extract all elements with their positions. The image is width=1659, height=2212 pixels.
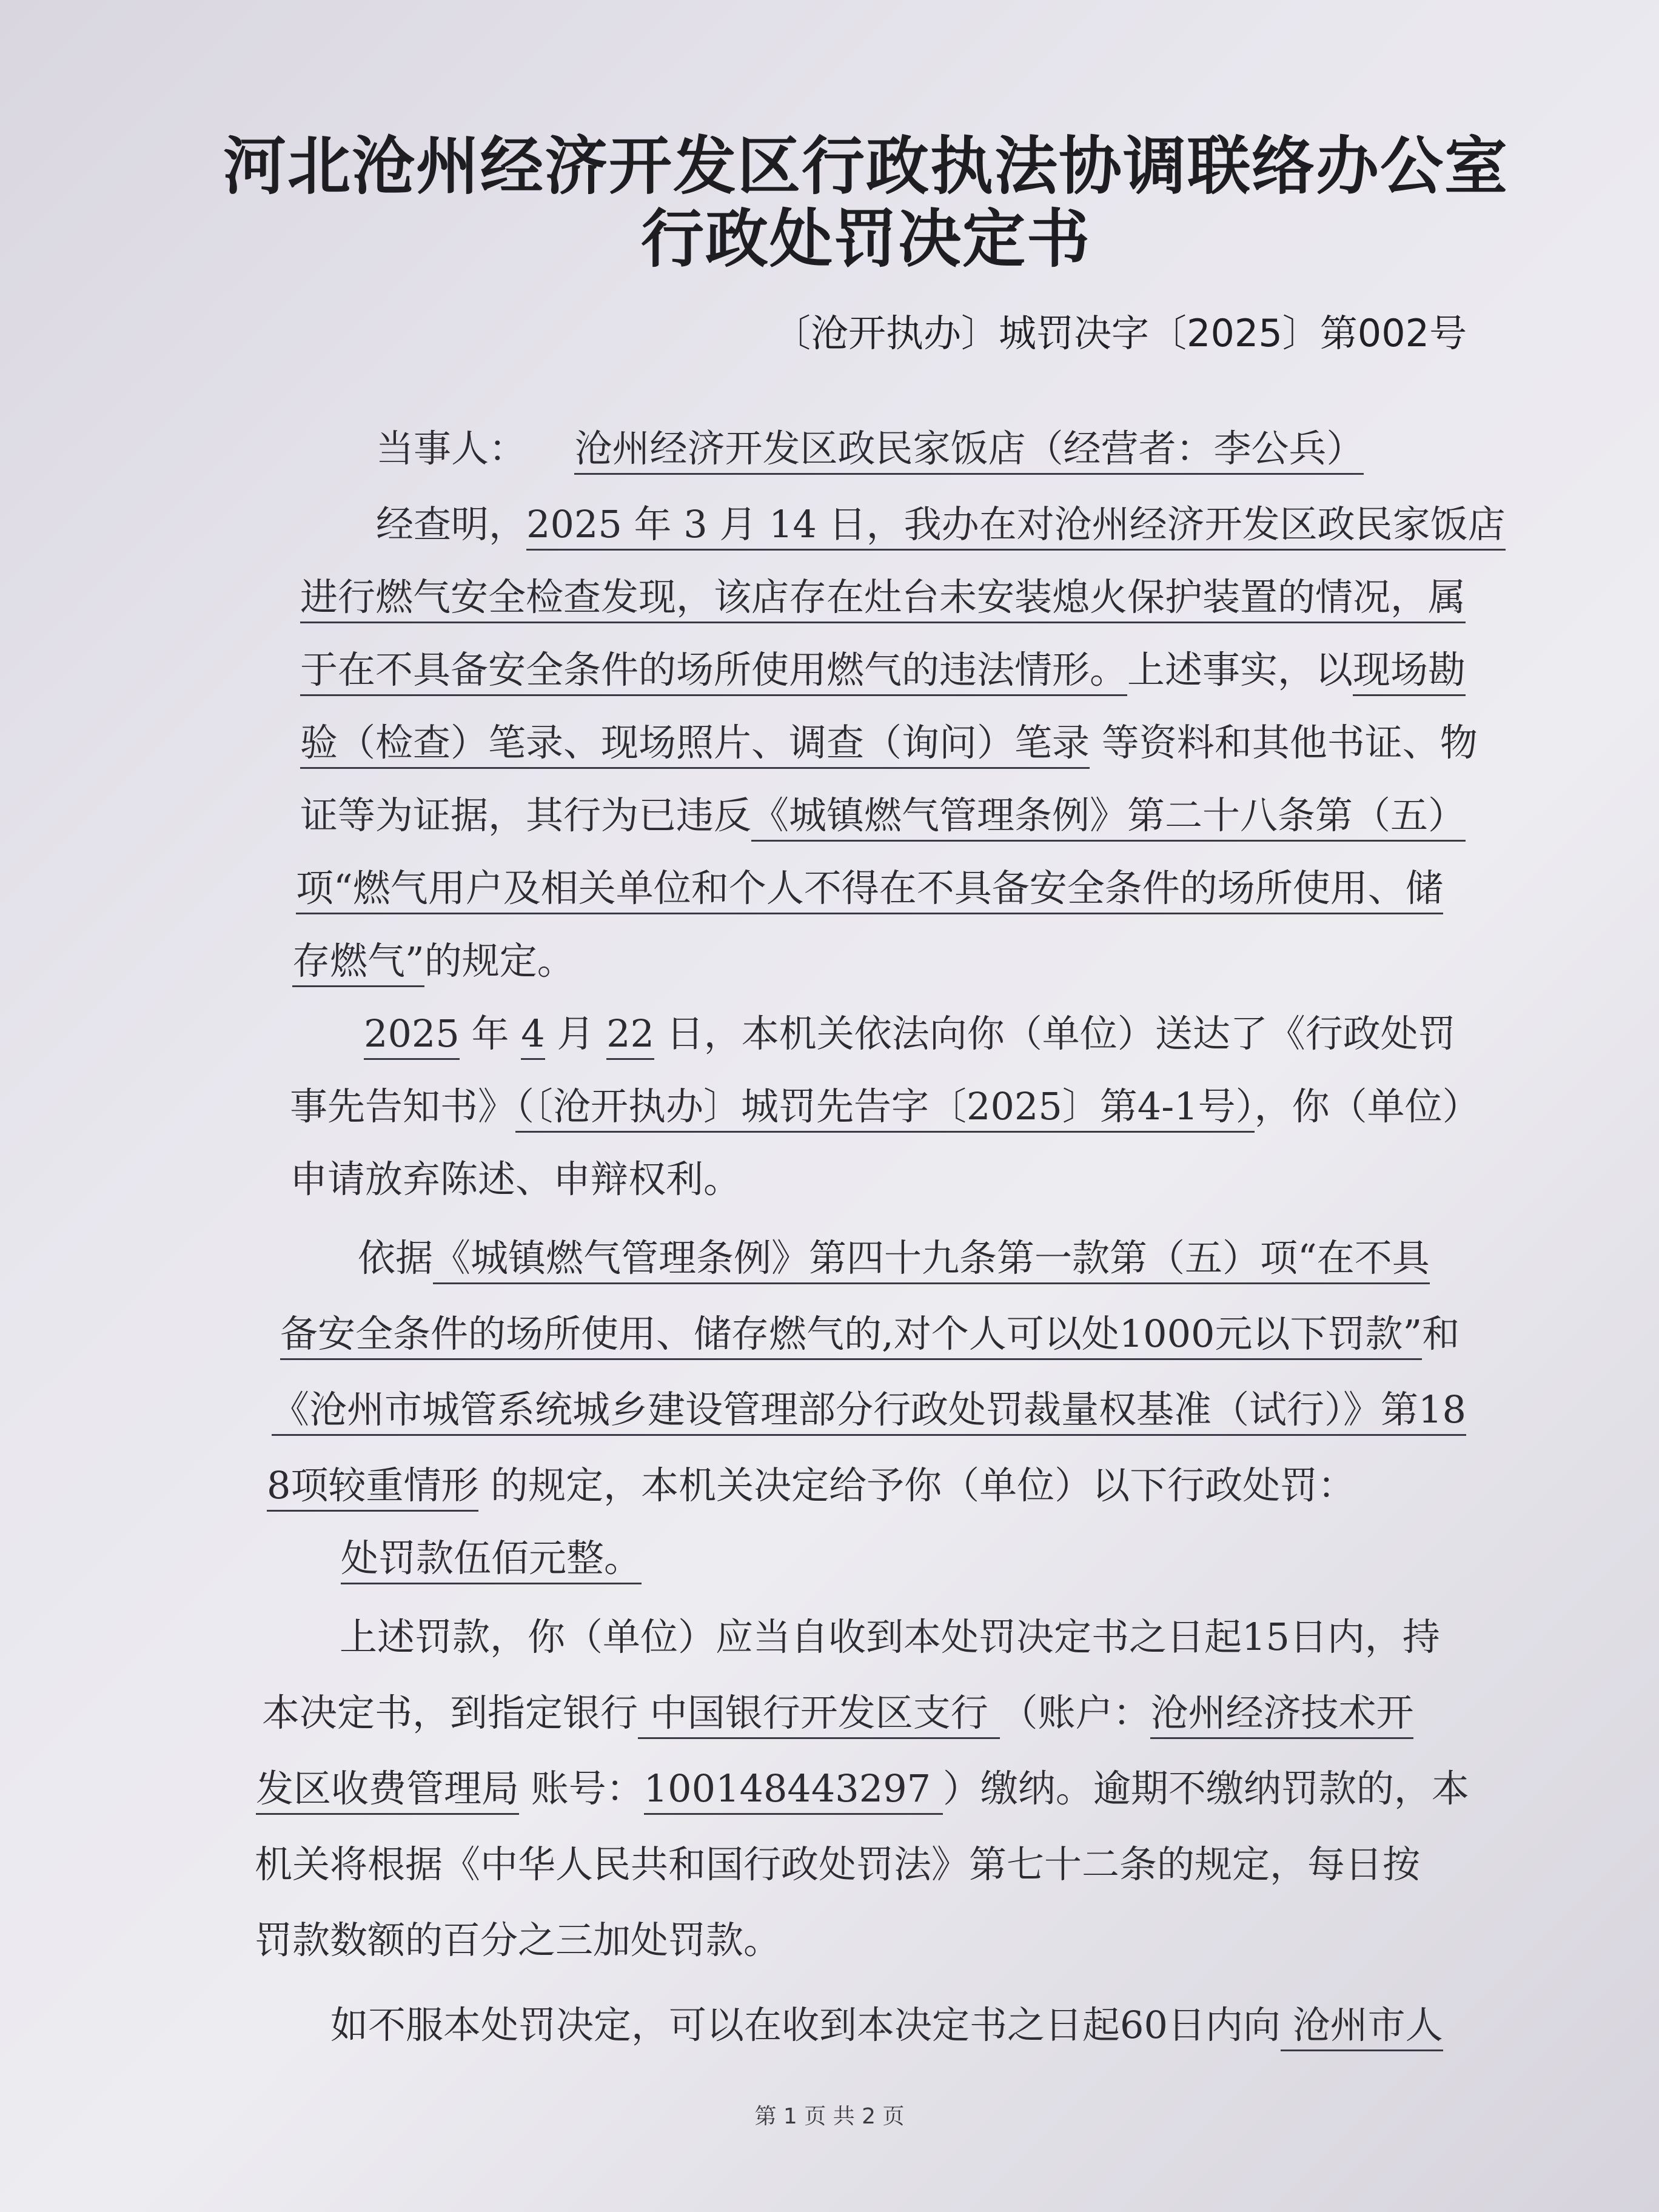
paragraph-1-line-2 xyxy=(300,567,1466,621)
paragraph-2-line-1 xyxy=(364,1004,1456,1057)
text-span: 月 xyxy=(545,1011,607,1056)
text-span: ）缴纳。逾期不缴纳罚款的，本 xyxy=(942,1766,1469,1811)
date-month: 4 xyxy=(521,1011,545,1060)
text-span: 上述事实，以 xyxy=(1127,648,1353,692)
text-span: 年 xyxy=(459,1011,521,1056)
party-label: 当事人： xyxy=(376,426,527,471)
paragraph-2-line-3 xyxy=(290,1149,741,1203)
paragraph-3-line-1 xyxy=(358,1228,1430,1282)
text-span: 证等为证据，其行为已违反 xyxy=(300,793,752,837)
text-span: 如不服本处罚决定，可以在收到本决定书之日起60日内向 xyxy=(330,2003,1281,2047)
bank-name: 中国银行开发区支行 xyxy=(638,1691,1000,1739)
paragraph-1-line-5 xyxy=(300,785,1466,839)
page-footer: 第 1 页 共 2 页 xyxy=(754,2104,905,2129)
paragraph-3-line-2 xyxy=(280,1304,1460,1358)
text-span: 的规定。 xyxy=(424,939,575,983)
text-span: 上述罚款，你（单位）应当自收到本处罚决定书之日起15日内，持 xyxy=(340,1615,1440,1659)
text-span: 日，本机关依法向你（单位）送达了《行政处罚 xyxy=(654,1011,1456,1056)
paragraph-1-line-4 xyxy=(300,712,1478,766)
underlined-text: 8项较重情形 xyxy=(267,1463,478,1512)
paragraph-3-line-4 xyxy=(267,1455,1355,1509)
text-span: 依据 xyxy=(358,1236,434,1280)
underlined-text: 项“燃气用户及相关单位和个人不得在不具备安全条件的场所使用、储 xyxy=(296,866,1443,914)
text-span: 账号： xyxy=(519,1766,644,1811)
underlined-text: 沧州市人 xyxy=(1281,2003,1443,2051)
text-span: 和 xyxy=(1422,1312,1460,1356)
underlined-text: 验（检查）笔录、现场照片、调查（询问）笔录 xyxy=(300,720,1090,769)
text-span: （账户： xyxy=(1000,1691,1151,1735)
text-span: 申请放弃陈述、申辩权利。 xyxy=(290,1157,742,1201)
underlined-text: （〔沧开执办〕城罚先告字〔2025〕第4-1号） xyxy=(515,1084,1255,1133)
paragraph-1-line-3 xyxy=(300,640,1466,694)
penalty-line xyxy=(341,1528,642,1582)
paragraph-3-line-3 xyxy=(272,1379,1466,1433)
underlined-text: 《城镇燃气管理条例》第二十八条第（五） xyxy=(751,793,1466,842)
paragraph-1-line-6 xyxy=(296,858,1443,912)
document-number: 〔沧开执办〕城罚决字〔2025〕第002号 xyxy=(773,311,1467,355)
text-span: 本决定书，到指定银行 xyxy=(262,1691,638,1735)
underlined-text: 《沧州市城管系统城乡建设管理部分行政处罚裁量权基准（试行）》第18 xyxy=(272,1387,1466,1436)
paragraph-4-line-2 xyxy=(262,1683,1413,1737)
underlined-text: 进行燃气安全检查发现，该店存在灶台未安装熄火保护装置的情况，属 xyxy=(300,575,1466,623)
text-span: 事先告知书》 xyxy=(290,1084,516,1128)
text-span: ，你（单位） xyxy=(1254,1084,1480,1128)
text-span: 经查明， xyxy=(376,502,527,546)
paragraph-4-line-5 xyxy=(255,1910,781,1964)
date-day: 22 xyxy=(606,1011,654,1060)
paragraph-4-line-3 xyxy=(256,1758,1469,1812)
paragraph-1-line-7 xyxy=(292,931,575,985)
paragraph-4-line-1 xyxy=(340,1607,1440,1661)
party-line xyxy=(376,418,1364,472)
paragraph-1-line-1 xyxy=(376,494,1506,548)
account-number: 100148443297 xyxy=(644,1766,943,1815)
penalty-amount: 处罚款伍佰元整。 xyxy=(341,1536,642,1584)
underlined-text: 现场勘 xyxy=(1353,648,1466,696)
account-name: 发区收费管理局 xyxy=(256,1766,519,1815)
underlined-text: 2025 年 3 月 14 日，我办在对沧州经济开发区政民家饭店 xyxy=(526,502,1506,551)
party-name: 沧州经济开发区政民家饭店（经营者：李公兵） xyxy=(574,426,1364,475)
document-title-line2: 行政处罚决定书 xyxy=(640,201,1091,276)
underlined-text: 存燃气” xyxy=(292,939,424,987)
underlined-text: 备安全条件的场所使用、储存燃气的,对个人可以处1000元以下罚款” xyxy=(280,1312,1422,1360)
text-span: 罚款数额的百分之三加处罚款。 xyxy=(255,1918,782,1962)
document-title-line1: 河北沧州经济开发区行政执法协调联络办公室 xyxy=(223,129,1509,203)
text-span: 机关将根据《中华人民共和国行政处罚法》第七十二条的规定，每日按 xyxy=(255,1842,1421,1886)
text-span: 等资料和其他书证、物 xyxy=(1090,720,1478,765)
underlined-text: 《城镇燃气管理条例》第四十九条第一款第（五）项“在不具 xyxy=(433,1236,1430,1284)
account-name: 沧州经济技术开 xyxy=(1150,1691,1413,1739)
paragraph-5-line-1 xyxy=(330,1995,1443,2049)
text-span: 的规定，本机关决定给予你（单位）以下行政处罚： xyxy=(478,1463,1356,1507)
paragraph-2-line-2 xyxy=(290,1076,1480,1130)
paragraph-4-line-4 xyxy=(255,1834,1420,1888)
underlined-text: 于在不具备安全条件的场所使用燃气的违法情形。 xyxy=(300,648,1127,696)
date-year: 2025 xyxy=(364,1011,460,1060)
